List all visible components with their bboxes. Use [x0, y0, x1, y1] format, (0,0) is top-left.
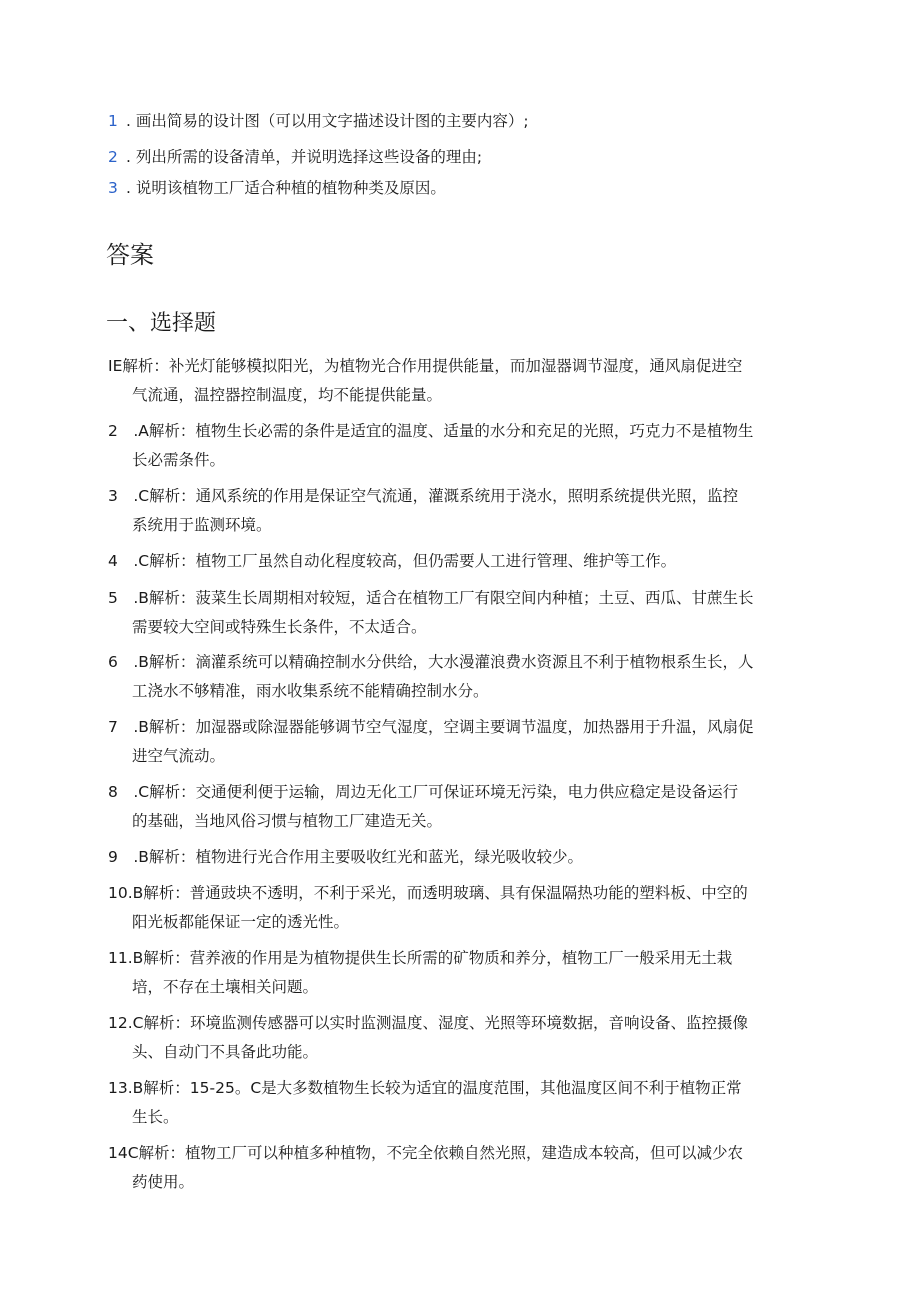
answer-line2: 生长。 — [132, 1108, 179, 1126]
answer-line1: 15-25。C是大多数植物生长较为适宜的温度范围，其他温度区间不利于植物正常 — [189, 1079, 742, 1097]
answer-label: 10.B解析： — [108, 884, 190, 902]
answer-label: 11.B解析： — [108, 949, 190, 967]
answer-line2: 培，不存在土壤相关问题。 — [132, 978, 319, 996]
answer-line1: 植物工厂可以种植多种植物，不完全依赖自然光照，建造成本较高，但可以减少农 — [185, 1144, 744, 1162]
task-number: 1 — [108, 112, 118, 130]
answer-item — [108, 713, 820, 771]
answer-line1: 普通豉块不透明，不利于采光，而透明玻璃、具有保温隔热功能的塑料板、中空的 — [189, 884, 748, 902]
answer-line1: 菠菜生长周期相对较短，适合在植物工厂有限空间内种植；土豆、西瓜、甘蔗生长 — [195, 589, 754, 607]
answer-line2: 气流通，温控器控制温度，均不能提供能量。 — [132, 386, 443, 404]
answer-line1: 植物进行光合作用主要吸收红光和蓝光，绿光吸收较少。 — [195, 848, 583, 866]
answer-item — [108, 547, 820, 576]
answer-label: 9 .B解析： — [108, 848, 196, 866]
answer-line1: 加湿器或除湿器能够调节空气湿度，空调主要调节温度，加热器用于升温，风扇促 — [195, 718, 754, 736]
answer-line1: 植物生长必需的条件是适宜的温度、适量的水分和充足的光照，巧克力不是植物生 — [195, 422, 754, 440]
answer-label: 14C解析： — [108, 1144, 186, 1162]
task-item — [108, 145, 482, 169]
answer-line1: 植物工厂虽然自动化程度较高，但仍需要人工进行管理、维护等工作。 — [195, 552, 677, 570]
answer-line2: 工浇水不够精准，雨水收集系统不能精确控制水分。 — [132, 682, 489, 700]
answer-line2: 阳光板都能保证一定的透光性。 — [132, 913, 350, 931]
answer-line1: 滴灌系统可以精确控制水分供给，大水漫灌浪费水资源且不利于植物根系生长，人 — [195, 653, 754, 671]
section-heading: 一、选择题 — [106, 311, 217, 336]
answer-line1: 补光灯能够模拟阳光，为植物光合作用提供能量，而加湿器调节湿度，通风扇促进空 — [168, 357, 743, 375]
task-item — [108, 109, 529, 133]
answer-label: 3 .C解析： — [108, 487, 196, 505]
answer-item — [108, 352, 820, 410]
answer-item — [108, 1009, 820, 1067]
answer-heading: 答案 — [106, 241, 154, 269]
answer-item — [108, 778, 820, 836]
answer-line2: 的基础，当地风俗习惯与植物工厂建造无关。 — [132, 812, 443, 830]
answer-line1: 通风系统的作用是保证空气流通，灌溉系统用于浇水，照明系统提供光照，监控 — [195, 487, 739, 505]
answer-label: 6 .B解析： — [108, 653, 196, 671]
answer-line2: 需要较大空间或特殊生长条件，不太适合。 — [132, 618, 427, 636]
answer-line2: 头、自动门不具备此功能。 — [132, 1043, 319, 1061]
task-text: . 画出简易的设计图（可以用文字描述设计图的主要内容）; — [126, 112, 529, 130]
answer-label: 8 .C解析： — [108, 783, 196, 801]
answer-label: 4 .C解析： — [108, 552, 196, 570]
task-text: . 列出所需的设备清单，并说明选择这些设备的理由; — [126, 148, 483, 166]
answer-line2: 系统用于监测环境。 — [132, 516, 272, 534]
answer-item — [108, 1074, 820, 1132]
task-number: 2 — [108, 148, 118, 166]
answer-label: 2 .A解析： — [108, 422, 196, 440]
answer-item — [108, 879, 820, 937]
answer-label: 5 .B解析： — [108, 589, 196, 607]
answer-line1: 营养液的作用是为植物提供生长所需的矿物质和养分，植物工厂一般采用无土栽 — [189, 949, 733, 967]
task-item — [108, 176, 446, 200]
answer-line2: 药使用。 — [132, 1173, 195, 1191]
answer-item — [108, 944, 820, 1002]
answer-item — [108, 843, 820, 872]
answer-item — [108, 1139, 820, 1197]
answer-item — [108, 648, 820, 706]
answer-item — [108, 482, 820, 540]
answer-line1: 环境监测传感器可以实时监测温度、湿度、光照等环境数据，音响设备、监控摄像 — [189, 1014, 748, 1032]
answer-label: 13.B解析： — [108, 1079, 190, 1097]
answer-label: 7 .B解析： — [108, 718, 196, 736]
answer-item — [108, 417, 820, 475]
answer-line2: 长必需条件。 — [132, 451, 226, 469]
task-text: . 说明该植物工厂适合种植的植物种类及原因。 — [126, 179, 446, 197]
answer-line2: 进空气流动。 — [132, 747, 226, 765]
answer-label: IE解析： — [108, 357, 169, 375]
answer-item — [108, 584, 820, 642]
answer-line1: 交通便利便于运输，周边无化工厂可保证环境无污染，电力供应稳定是设备运行 — [195, 783, 739, 801]
answer-label: 12.C解析： — [108, 1014, 190, 1032]
task-number: 3 — [108, 179, 118, 197]
